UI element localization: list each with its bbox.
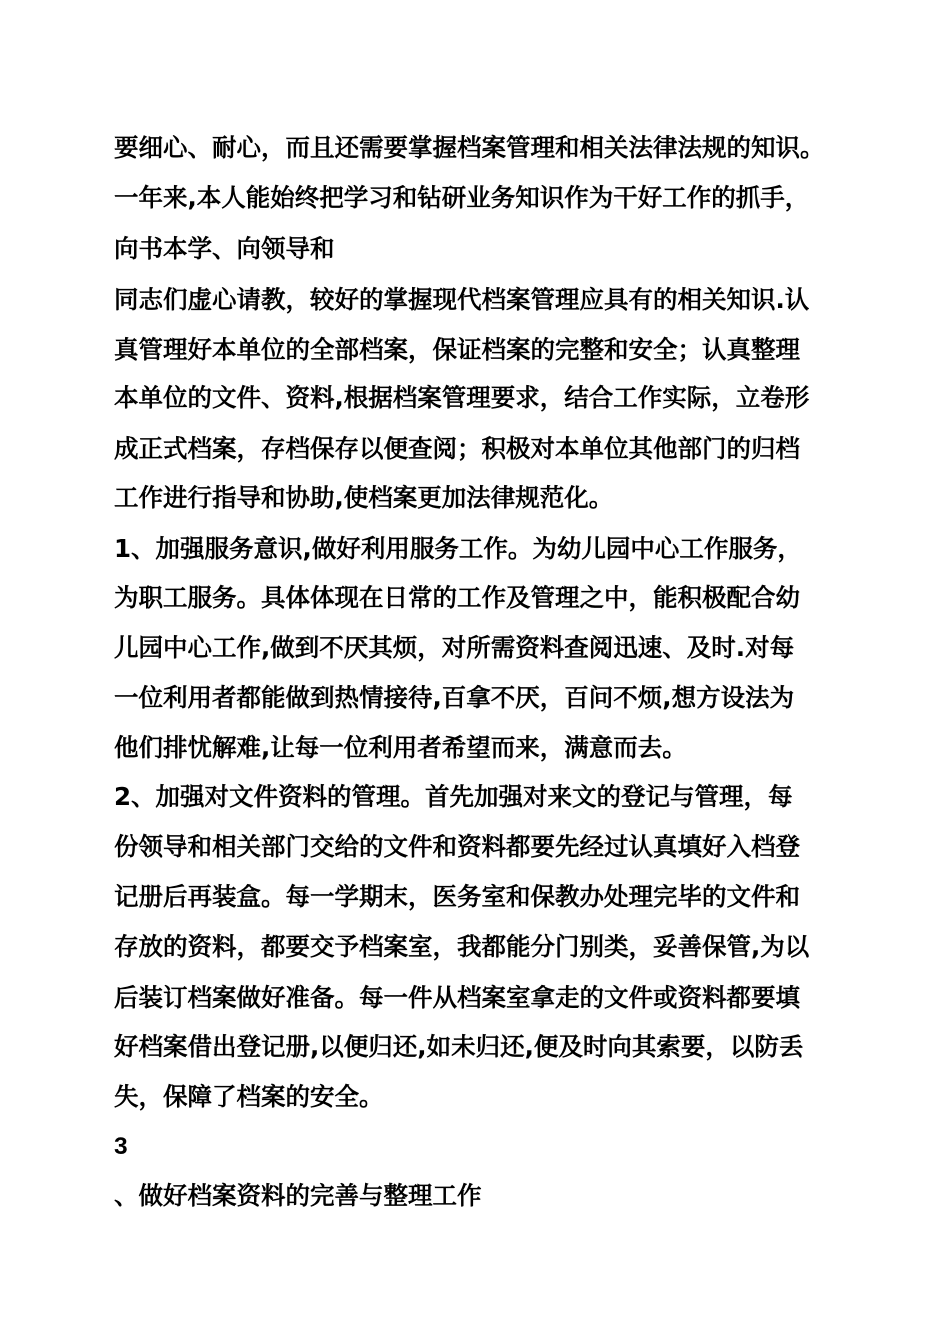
text-line: 为职工服务。具体体现在日常的工作及管理之中，能积极配合幼 (114, 583, 800, 612)
list-item-2: 2、加强对文件资料的管理。首先加强对来文的登记与管理，每 (114, 782, 793, 811)
text-line: 后装订档案做好准备。每一件从档案室拿走的文件或资料都要填 (114, 983, 800, 1012)
list-item-1: 1、加强服务意识,做好利用服务工作。为幼儿园中心工作服务， (114, 534, 802, 563)
text-line: 失，保障了档案的安全。 (114, 1082, 384, 1111)
text-line: 记册后再装盒。每一学期末，医务室和保教办处理完毕的文件和 (114, 882, 800, 911)
text-line: 好档案借出登记册,以便归还,如未归还,便及时向其索要，以防丢 (114, 1032, 804, 1061)
list-item-3-heading: 、做好档案资料的完善与整理工作 (114, 1181, 482, 1210)
text-line: 他们排忧解难,让每一位利用者希望而来，满意而去。 (114, 733, 687, 762)
text-line: 成正式档案，存档保存以便查阅；积极对本单位其他部门的归档 (114, 434, 800, 463)
text-line: 儿园中心工作,做到不厌其烦，对所需资料查阅迅速、及时.对每 (114, 633, 795, 662)
text-line: 同志们虚心请教，较好的掌握现代档案管理应具有的相关知识.认 (114, 285, 810, 314)
list-number-3: 3 (114, 1133, 128, 1160)
text-line: 工作进行指导和协助,使档案更加法律规范化。 (114, 483, 614, 512)
text-line: 本单位的文件、资料,根据档案管理要求，结合工作实际，立卷形 (114, 383, 810, 412)
text-line: 真管理好本单位的全部档案，保证档案的完整和安全；认真整理 (114, 335, 800, 364)
text-line: 要细心、耐心，而且还需要掌握档案管理和相关法律法规的知识。 (114, 133, 825, 162)
text-line: 一位利用者都能做到热情接待,百拿不厌，百问不烦,想方设法为 (114, 683, 795, 712)
text-line: 份领导和相关部门交给的文件和资料都要先经过认真填好入档登 (114, 832, 800, 861)
text-line: 向书本学、向领导和 (114, 234, 335, 263)
text-line: 存放的资料，都要交予档案室，我都能分门别类，妥善保管,为以 (114, 932, 810, 961)
text-line: 一年来,本人能始终把学习和钻研业务知识作为干好工作的抓手， (114, 183, 810, 212)
